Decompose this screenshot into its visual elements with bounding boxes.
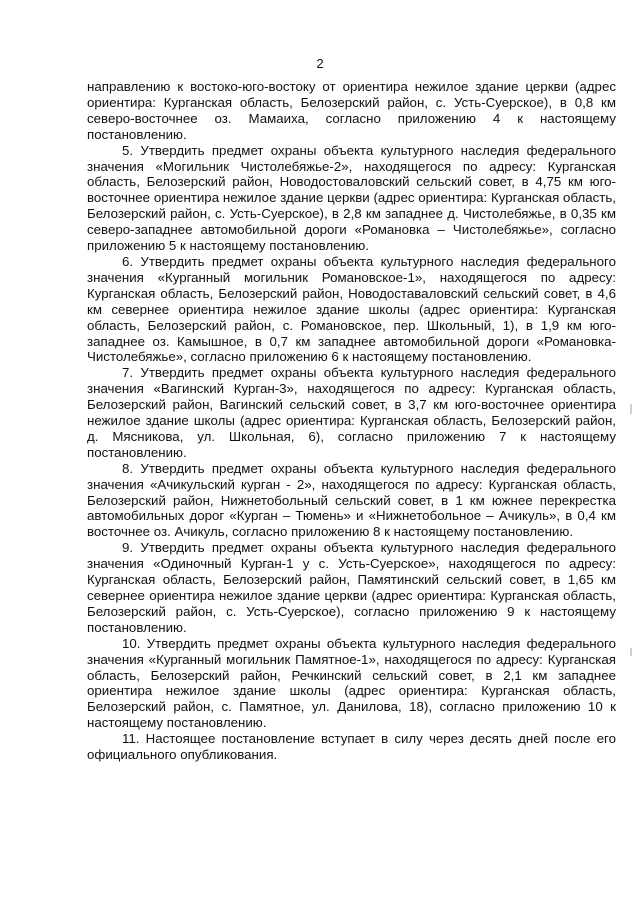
page-number: 2 <box>316 56 324 71</box>
paragraph-item-6: 6. Утвердить предмет охраны объекта культурного наследия федерального значения «Курганный могильник Романовское-1», находящегося по адресу: Курганская область, Белозерский район, Новодоставаловский сельский совет, в 4,6 км севернее ориентира нежилое здание школы (адрес ориентира: Курганская область, Белозерский район, с. Романовское, пер. Школьный, 1), в 1,9 км юго-западнее оз. Камышное, в 0,7 км западнее автомобильной дороги «Романовка-Чистолебяжье», согласно приложению 6 к настоящему постановлению. <box>87 253 616 365</box>
paragraph-item-5: 5. Утвердить предмет охраны объекта культурного наследия федерального значения «Могильник Чистолебяжье-2», находящегося по адресу: Курганская область, Белозерский район, Новодостоваловский сельский совет, в 4,75 км юго-восточнее ориентира нежилое здание церкви (адрес ориентира: Курганская область, Белозерский район, с. Усть-Суерское), в 2,8 км западнее д. Чистолебяжье, в 0,35 км северо-западнее автомобильной дороги «Романовка – Чистолебяжье», согласно приложению 5 к настоящему постановлению. <box>87 142 616 254</box>
paragraph-item-9: 9. Утвердить предмет охраны объекта культурного наследия федерального значения «Одиночный Курган-1 у с. Усть-Суерское», находящегося по адресу: Курганская область, Белозерский район, Памятинский сельский совет, в 1,65 км севернее ориентира нежилое здание церкви (адрес ориентира: Курганская область, Белозерский район, с. Усть-Суерское), согласно приложению 9 к настоящему постановлению. <box>87 540 616 635</box>
paragraph-item-7: 7. Утвердить предмет охраны объекта культурного наследия федерального значения «Вагинский Курган-3», находящегося по адресу: Курганская область, Белозерский район, Вагинский сельский совет, в 3,7 км юго-восточнее ориентира нежилое здание школы (адрес ориентира: Курганская область, Белозерский район, д. Мясникова, ул. Школьная, 6), согласно приложению 7 к настоящему постановлению. <box>87 365 616 460</box>
paragraph-item-8: 8. Утвердить предмет охраны объекта культурного наследия федерального значения «Ачикульский курган - 2», находящегося по адресу: Курганская область, Белозерский район, Нижнетобольный сельский совет, в 1 км южнее перекрестка автомобильных дорог «Курган – Тюмень» и «Нижнетобольное – Ачикуль», в 0,4 км восточнее оз. Ачикуль, согласно приложению 8 к настоящему постановлению. <box>87 460 616 540</box>
paragraph-item-11: 11. Настоящее постановление вступает в силу через десять дней после его официального опубликования. <box>87 731 616 763</box>
scan-edge-mark <box>630 404 632 414</box>
scan-edge-mark <box>630 648 632 656</box>
paragraph-item-10: 10. Утвердить предмет охраны объекта культурного наследия федерального значения «Курганный могильник Памятное-1», находящегося по адресу: Курганская область, Белозерский район, Речкинский сельский совет, в 2,1 км западнее ориентира нежилое здание школы (адрес ориентира: Курганская область, Белозерский район, с. Памятное, ул. Данилова, 18), согласно приложению 10 к настоящему постановлению. <box>87 635 616 731</box>
paragraph-continuation: направлению к востоко-юго-востоку от ориентира нежилое здание церкви (адрес ориентира: Курганская область, Белозерский район, с. Усть-Суерское), в 0,8 км северо-восточнее оз. Мамаиха, согласно приложению 4 к настоящему постановлению. <box>87 79 616 142</box>
document-body <box>87 79 616 763</box>
